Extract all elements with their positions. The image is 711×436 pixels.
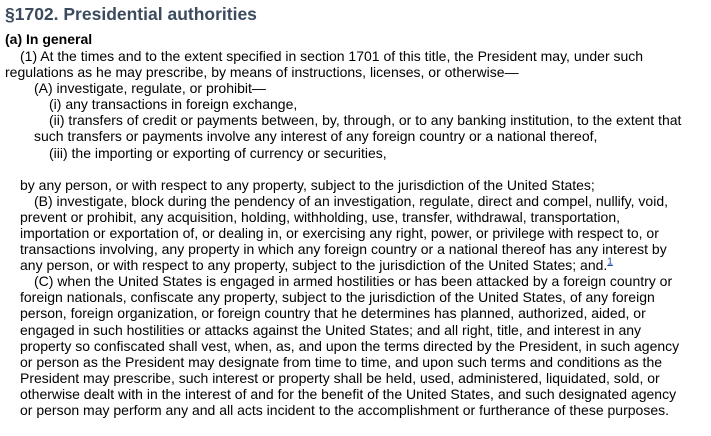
clause-c-line: or person may perform any and all acts incident to the accomplishment or furtherance of these purposes. (20, 401, 670, 418)
paragraph-1-continuation: by any person, or with respect to any property, subject to the jurisdiction of the United States; (20, 176, 595, 193)
clause-a-line: (A) investigate, regulate, or prohibit— (34, 80, 266, 97)
clause-b-line: prevent or prohibit, any acquisition, holding, withholding, use, transfer, withdrawal, transportation, (20, 208, 621, 225)
clause-c-line: engaged in such hostilities or attacks against the United States; and all right, title, and interest in any (20, 321, 642, 338)
clause-c-line: person, foreign organization, or foreign country that he determines has planned, authorized, aided, or (20, 305, 646, 322)
clause-b-text: any person, or with respect to any property, subject to the jurisdiction of the United States; and. (20, 257, 608, 274)
clause-c-line: property so confiscated shall vest, when, as, and upon the terms directed by the President, in such agency (20, 337, 680, 354)
item-i-line: (i) any transactions in foreign exchange, (49, 96, 298, 113)
footnote-link[interactable]: 1 (607, 256, 613, 268)
item-iii-line: (iii) the importing or exporting of currency or securities, (49, 144, 387, 161)
section-title: §1702. Presidential authorities (5, 4, 257, 24)
item-ii-line: such transfers or payments involve any interest of any foreign country or a national thereof, (34, 128, 598, 145)
paragraph-spacer (5, 161, 711, 177)
clause-c-line: or person as the President may designate from time to time, and upon such terms and conditions as the (20, 353, 663, 370)
paragraph-1-line: (1) At the times and to the extent specified in section 1701 of this title, the President may, under such (20, 48, 644, 64)
clause-c-line: President may prescribe, such interest or property shall be held, used, administered, liquidated, sold, or (20, 369, 660, 386)
clause-b-line: transactions involving, any property in which any foreign country or a national thereof has any interest by (20, 241, 667, 258)
clause-c-line: foreign nationals, confiscate any property, subject to the jurisdiction of the United States, of any foreign (20, 289, 655, 306)
clause-c-line: (C) when the United States is engaged in armed hostilities or has been attacked by a foreign country or (34, 273, 673, 290)
item-ii-line: (ii) transfers of credit or payments between, by, through, or to any banking institution, to the extent that (49, 112, 682, 129)
subsection-heading: (a) In general (5, 31, 93, 47)
clause-b-line: importation or exportation of, or dealing in, or exercising any right, power, or privilege with respect to, or (20, 224, 659, 241)
paragraph-1-line: regulations as he may prescribe, by means of instructions, licenses, or otherwise— (5, 64, 519, 81)
clause-b-line (5, 257, 711, 273)
clause-b-line: (B) investigate, block during the pendency of an investigation, regulate, direct and compel, nullify, void, (34, 192, 668, 209)
clause-c-line: otherwise dealt with in the interest of and for the benefit of the United States, and such designated agency (20, 385, 677, 402)
